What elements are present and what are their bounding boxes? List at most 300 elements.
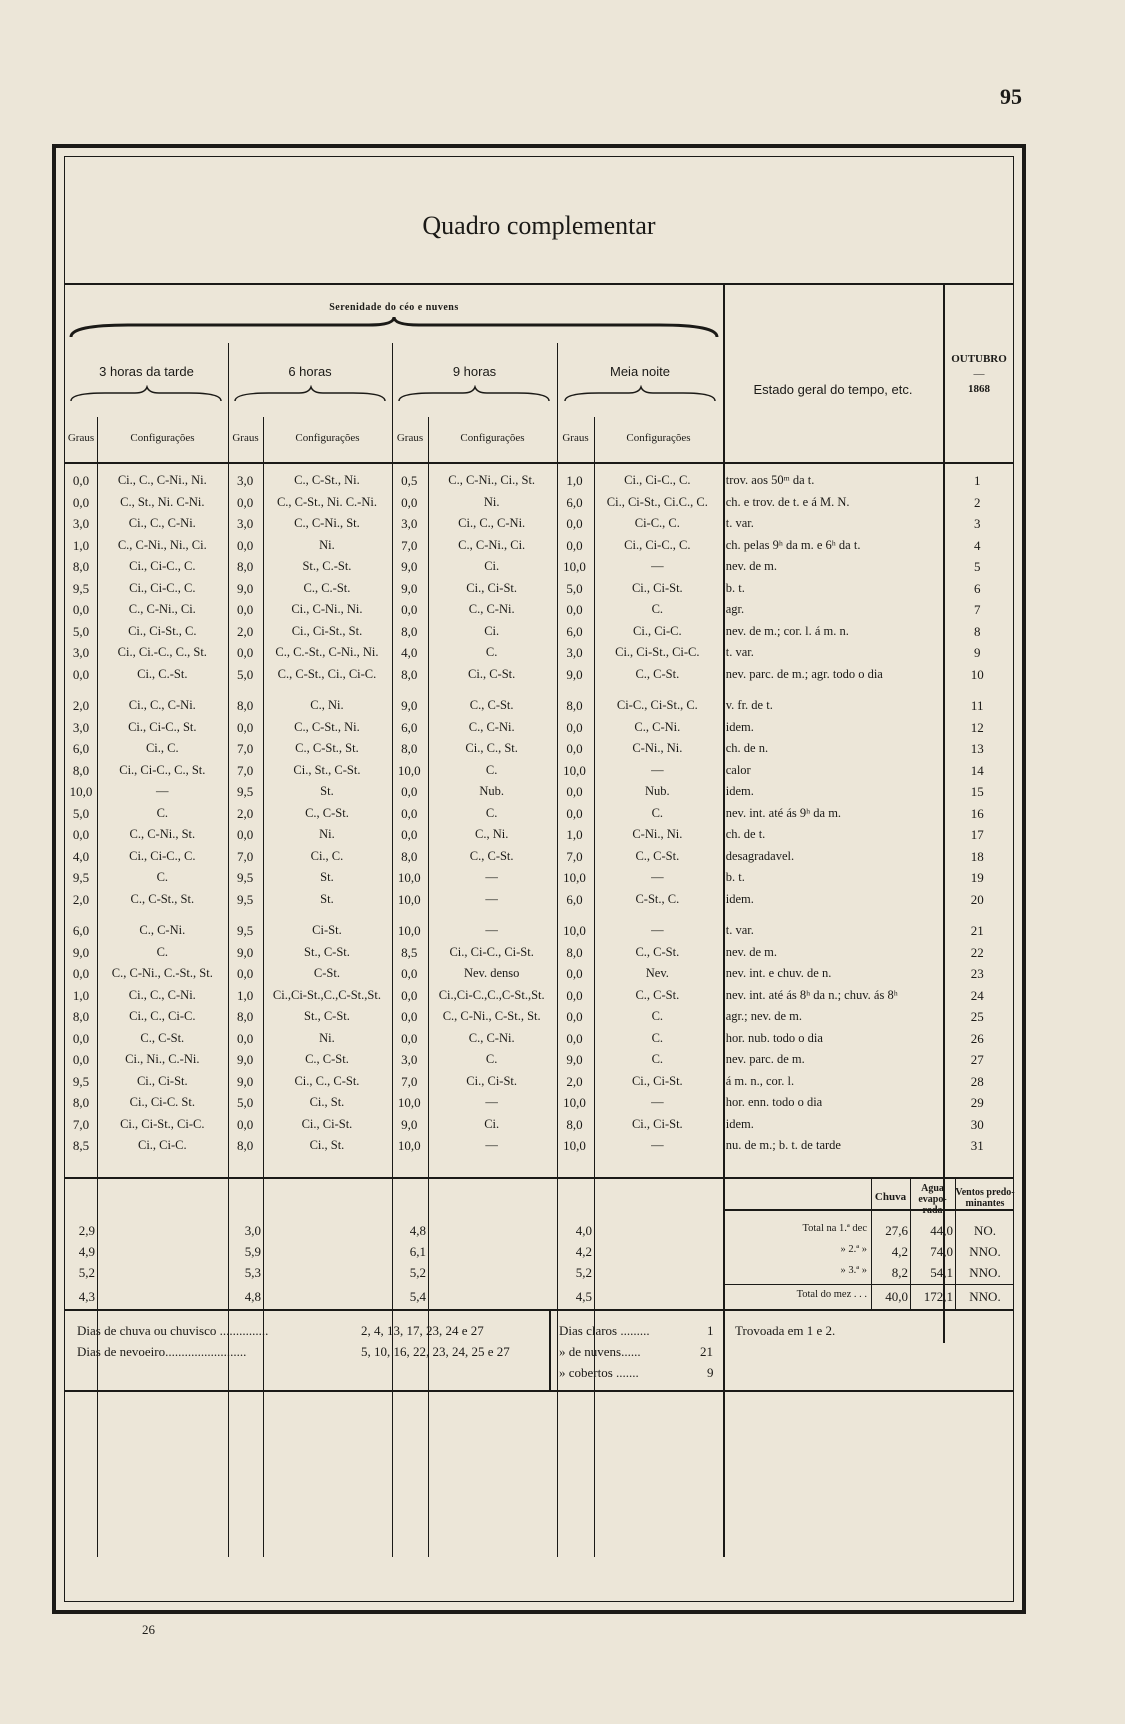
day-cell: 7 <box>973 602 981 617</box>
graus-mn: 0,0 <box>566 741 583 756</box>
summary-agua: 74,0 <box>930 1244 953 1259</box>
config-mn: C., C-St. <box>635 848 680 863</box>
observations-table <box>65 470 1013 1157</box>
graus-6h: 0,0 <box>236 645 254 660</box>
graus-3h: 3,0 <box>72 516 90 531</box>
day-cell: 10 <box>970 666 984 682</box>
config-9h: — <box>485 1095 498 1109</box>
estado-cell: ch. e trov. de t. e á M. N. <box>725 494 850 509</box>
graus-3h: 1,0 <box>72 537 90 553</box>
estado-cell: t. var. <box>725 645 754 659</box>
config-6h: C., C-St., Ni. C.-Ni. <box>276 494 377 509</box>
summary-graus-3h: 4,3 <box>78 1289 95 1304</box>
summary-ventos: NNO. <box>969 1289 1001 1304</box>
config-9h: C., C-St. <box>469 848 514 863</box>
graus-mn: 8,0 <box>566 1116 583 1132</box>
graus-3h: 8,0 <box>72 1095 90 1110</box>
estado-cell: desagradavel. <box>725 848 795 863</box>
config-9h: C., Ni. <box>474 827 509 841</box>
table-row <box>65 985 1013 1007</box>
chuva-header: Chuva <box>874 1191 907 1203</box>
config-3h: C. <box>156 805 169 820</box>
graus-mn: 0,0 <box>566 987 583 1003</box>
graus-6h: 5,0 <box>236 666 254 682</box>
graus-mn: 2,0 <box>566 1073 583 1089</box>
config-9h: C., C-Ni., Ci. <box>458 537 526 552</box>
graus-6h: 9,5 <box>236 784 254 799</box>
config-6h: C., C-St., Ci., Ci-C. <box>277 666 377 681</box>
config-3h: Ci., Ci-C., C. <box>129 848 196 863</box>
graus-3h: 0,0 <box>72 1052 90 1067</box>
config-mn: — <box>651 870 664 884</box>
graus-3h: 1,0 <box>72 987 90 1003</box>
config-mn: — <box>651 1095 664 1109</box>
table-row <box>65 1114 1013 1136</box>
estado-cell: t. var. <box>725 923 754 937</box>
table-row <box>65 556 1013 578</box>
config-3h: Ci., Ci-C., St. <box>128 719 197 734</box>
config-9h: Ci.,Ci-C.,C.,C-St.,St. <box>438 987 545 1002</box>
graus-mn: 6,0 <box>566 891 583 907</box>
config-3h: Ci., Ni., C.-Ni. <box>125 1052 200 1066</box>
config-9h: C., C-Ni., Ci., St. <box>448 473 536 487</box>
estado-cell: nev. de m.; cor. l. á m. n. <box>725 623 849 638</box>
table-row <box>65 492 1013 514</box>
summary-graus-3h: 2,9 <box>78 1223 95 1238</box>
graus-6h: 2,0 <box>236 623 254 639</box>
config-9h: C., C-Ni. <box>468 1030 515 1045</box>
graus-3h: 2,0 <box>72 698 90 713</box>
config-mn: — <box>651 559 664 573</box>
config-mn: C. <box>651 805 664 820</box>
claros-label: Dias claros ......... <box>559 1323 650 1338</box>
config-header-1: Configurações <box>130 432 195 444</box>
config-mn: — <box>651 923 664 937</box>
config-3h: Ci., C., C-Ni. <box>128 987 196 1002</box>
config-mn: Ci., Ci-St. <box>631 1116 683 1131</box>
graus-mn: 8,0 <box>566 944 583 960</box>
graus-9h: 8,0 <box>401 848 418 864</box>
config-9h: Ci., Ci-St. <box>466 580 518 595</box>
config-6h: Ci., Ci-St., St. <box>291 623 363 638</box>
summary-chuva: 4,2 <box>891 1244 908 1259</box>
graus-mn: 3,0 <box>566 645 583 660</box>
graus-mn: 1,0 <box>566 827 583 842</box>
config-9h: Ci., Ci-C., Ci-St. <box>449 944 534 959</box>
estado-cell: idem. <box>725 1116 754 1131</box>
summary-graus-9h: 4,8 <box>409 1223 426 1238</box>
summary-chuva: 40,0 <box>885 1289 908 1304</box>
config-3h: Ci., Ci-St. <box>136 1073 188 1088</box>
config-mn: Ci., Ci-St., Ci-C. <box>615 645 700 659</box>
page-number: 95 <box>1000 84 1022 109</box>
summary-graus-mn: 4,5 <box>575 1289 592 1304</box>
graus-3h: 9,0 <box>72 944 90 960</box>
table-row <box>65 535 1013 557</box>
day-cell: 26 <box>970 1030 984 1046</box>
day-cell: 6 <box>973 580 981 596</box>
graus-3h: 0,0 <box>72 827 90 842</box>
day-cell: 12 <box>970 719 984 735</box>
graus-6h: 0,0 <box>236 602 254 617</box>
config-9h: — <box>485 1138 498 1152</box>
trovoada-note: Trovoada em 1 e 2. <box>735 1323 836 1338</box>
graus-9h: 0,0 <box>401 966 418 981</box>
day-cell: 29 <box>970 1095 984 1110</box>
config-6h: Ci., St. <box>309 1095 345 1109</box>
graus-mn: 6,0 <box>566 623 583 639</box>
table-row <box>65 920 1013 942</box>
graus-9h: 3,0 <box>401 516 418 531</box>
table-row <box>65 942 1013 964</box>
day-cell: 9 <box>973 645 981 660</box>
table-row <box>65 738 1013 760</box>
day-cell: 15 <box>970 784 984 799</box>
graus-mn: 10,0 <box>563 923 586 938</box>
config-3h: Ci., Ci-C. <box>137 1138 187 1152</box>
graus-6h: 9,5 <box>236 891 254 907</box>
graus-mn: 8,0 <box>566 698 583 713</box>
estado-cell: ch. pelas 9ʰ da m. e 6ʰ da t. <box>725 537 861 552</box>
config-6h: C., C-St. <box>305 1052 349 1066</box>
config-mn: Nev. <box>645 966 669 980</box>
graus-6h: 0,0 <box>236 719 254 735</box>
table-row <box>65 1092 1013 1114</box>
config-3h: Ci., Ci-St., C. <box>128 623 197 638</box>
estado-cell: idem. <box>725 719 754 734</box>
estado-cell: ch. de t. <box>725 827 766 841</box>
table-row <box>65 867 1013 889</box>
config-header-4: Configurações <box>626 432 691 444</box>
config-mn: Ci., Ci-St. <box>631 580 683 595</box>
graus-3h: 9,5 <box>72 870 90 885</box>
graus-3h: 0,0 <box>72 666 90 682</box>
config-6h: C., C-St., Ni. <box>294 719 360 734</box>
config-9h: Ci. <box>484 1116 500 1131</box>
group-brace <box>69 315 719 341</box>
config-mn: — <box>651 1138 664 1152</box>
table-row <box>65 717 1013 739</box>
table-row <box>65 1071 1013 1093</box>
table-row <box>65 664 1013 686</box>
time-header-3h: 3 horas da tarde <box>99 364 194 379</box>
day-cell: 11 <box>970 698 984 713</box>
graus-3h: 8,0 <box>72 1009 90 1024</box>
summary-graus-6h: 5,3 <box>244 1265 261 1280</box>
graus-3h: 3,0 <box>72 645 90 660</box>
config-mn: Ci., Ci-C., C. <box>624 537 691 552</box>
estado-cell: hor. enn. todo o dia <box>725 1095 823 1109</box>
config-6h: Ci., C-Ni., Ni. <box>291 602 363 616</box>
config-9h: C. <box>485 805 498 820</box>
config-6h: St., C-St. <box>304 944 350 959</box>
graus-3h: 5,0 <box>72 805 90 821</box>
estado-cell: ch. de n. <box>725 741 769 755</box>
day-cell: 24 <box>970 987 984 1003</box>
config-mn: C. <box>651 1052 664 1066</box>
graus-mn: 7,0 <box>566 848 583 864</box>
summary-ventos: NNO. <box>969 1244 1001 1259</box>
day-cell: 25 <box>970 1009 984 1024</box>
graus-mn: 0,0 <box>566 805 583 821</box>
config-9h: — <box>485 870 498 884</box>
graus-mn: 0,0 <box>566 966 583 981</box>
estado-cell: nev. int. até ás 9ʰ da m. <box>725 805 842 820</box>
graus-3h: 5,0 <box>72 623 90 639</box>
config-3h: Ci., C.-St. <box>137 666 188 681</box>
config-mn: Ci., Ci-St., Ci.C., C. <box>606 494 708 509</box>
graus-mn: 5,0 <box>566 580 583 596</box>
config-mn: C., C-St. <box>635 944 680 959</box>
footer-divider <box>723 1309 725 1390</box>
estado-cell: hor. nub. todo o dia <box>725 1030 823 1045</box>
day-cell: 19 <box>970 870 984 885</box>
estado-cell: nu. de m.; b. t. de tarde <box>725 1138 841 1152</box>
config-3h: C. <box>156 870 169 884</box>
config-3h: C., St., Ni. C-Ni. <box>120 494 205 509</box>
config-9h: Ci., C-St. <box>468 666 516 681</box>
config-header-2: Configurações <box>295 432 360 444</box>
table-row <box>65 824 1013 846</box>
graus-9h: 7,0 <box>401 537 418 553</box>
graus-9h: 10,0 <box>397 923 421 938</box>
day-cell: 1 <box>973 473 981 488</box>
estado-cell: trov. aos 50ᵐ da t. <box>725 473 815 487</box>
day-cell: 17 <box>970 827 984 842</box>
config-3h: C., C-Ni. <box>139 923 186 937</box>
estado-cell: nev. int. até ás 8ʰ da n.; chuv. ás 8ʰ <box>725 987 898 1002</box>
agua-header: Agua evapo-rada <box>918 1183 947 1216</box>
time-header-mn: Meia noite <box>610 364 670 379</box>
config-6h: Ni. <box>319 537 335 552</box>
config-9h: Ci., C., St. <box>465 741 518 755</box>
config-3h: C., C-Ni., St. <box>129 827 196 841</box>
day-cell: 31 <box>970 1138 984 1153</box>
config-3h: Ci., C., Ci-C. <box>129 1009 196 1023</box>
graus-6h: 3,0 <box>236 516 254 531</box>
estado-cell: nev. int. e chuv. de n. <box>725 966 832 980</box>
config-3h: Ci., Ci-C. St. <box>129 1095 195 1109</box>
graus-mn: 1,0 <box>566 473 583 488</box>
claros-val: 1 <box>707 1323 714 1338</box>
day-cell: 4 <box>973 537 981 553</box>
chuva-days: 2, 4, 13, 17, 23, 24 e 27 <box>361 1323 484 1338</box>
graus-3h: 8,0 <box>72 762 90 778</box>
config-mn: — <box>651 762 664 777</box>
graus-3h: 9,5 <box>72 1073 90 1089</box>
graus-3h: 0,0 <box>72 602 90 617</box>
page-title: Quadro complementar <box>422 211 656 240</box>
config-mn: C-St., C. <box>635 891 680 906</box>
config-mn: Ci., Ci-C. <box>633 623 682 638</box>
graus-9h: 8,0 <box>401 741 418 756</box>
footer-bottom-divider <box>65 1390 1013 1392</box>
graus-3h: 2,0 <box>72 891 90 907</box>
config-3h: C., C-Ni., Ci. <box>128 602 196 616</box>
graus-9h: 8,0 <box>401 666 418 682</box>
estado-cell: agr.; nev. de m. <box>725 1009 802 1023</box>
config-6h: C., C-Ni., St. <box>294 516 360 530</box>
config-mn: C., C-St. <box>635 666 680 681</box>
config-mn: C-Ni., Ni. <box>632 741 683 755</box>
summary-row-line <box>723 1209 1013 1211</box>
graus-3h: 8,0 <box>72 559 90 574</box>
config-6h: St., C-St. <box>304 1009 350 1023</box>
config-3h: Ci., C. <box>145 741 179 755</box>
config-6h: Ni. <box>319 827 335 841</box>
config-9h: C., C-St. <box>469 698 514 712</box>
graus-6h: 0,0 <box>236 1116 254 1132</box>
config-9h: C. <box>485 1052 498 1066</box>
config-3h: C., C-Ni., Ni., Ci. <box>117 537 207 552</box>
estado-cell: agr. <box>725 602 745 616</box>
graus-6h: 7,0 <box>236 762 254 778</box>
graus-6h: 0,0 <box>236 494 254 510</box>
graus-3h: 0,0 <box>72 966 90 981</box>
config-mn: Ci-C., Ci-St., C. <box>616 698 698 712</box>
config-mn: C-Ni., Ni. <box>632 827 683 841</box>
time-braces <box>65 385 723 405</box>
summary-ventos: NNO. <box>969 1265 1001 1280</box>
graus-mn: 0,0 <box>566 719 583 735</box>
graus-9h: 3,0 <box>401 1052 418 1067</box>
day-cell: 3 <box>973 516 981 531</box>
graus-3h: 0,0 <box>72 1030 90 1046</box>
graus-6h: 9,0 <box>236 1073 254 1089</box>
table-row <box>65 642 1013 664</box>
config-mn: C. <box>651 1030 664 1045</box>
config-mn: C. <box>651 1009 664 1023</box>
config-3h: Ci., C., C-Ni. <box>128 516 196 530</box>
graus-mn: 10,0 <box>563 559 586 574</box>
graus-header-4: Graus <box>562 432 589 444</box>
estado-cell: nev. parc. de m. <box>725 1052 805 1066</box>
day-cell: 30 <box>970 1116 984 1132</box>
nevoeiro-label: Dias de nevoeiro......................... <box>77 1344 247 1359</box>
config-mn: C. <box>651 602 664 616</box>
config-9h: Ci., C., C-Ni. <box>458 516 526 530</box>
graus-6h: 0,0 <box>236 966 254 981</box>
summary-label: Total na 1.ª dec <box>802 1223 867 1234</box>
table-row <box>65 513 1013 535</box>
graus-mn: 10,0 <box>563 1095 586 1110</box>
graus-9h: 10,0 <box>397 891 421 907</box>
config-9h: C. <box>485 645 498 659</box>
config-9h: C., C-Ni. <box>468 719 515 734</box>
table-row <box>65 803 1013 825</box>
config-3h: C., C-St. <box>140 1030 185 1045</box>
footer-divider <box>549 1309 551 1390</box>
summary-graus-6h: 4,8 <box>244 1289 261 1304</box>
day-cell: 23 <box>970 966 984 981</box>
config-mn: C., C-Ni. <box>634 719 681 734</box>
summary-graus-9h: 5,4 <box>409 1289 426 1304</box>
config-6h: St. <box>320 870 334 884</box>
graus-9h: 0,0 <box>401 1009 418 1024</box>
time-header-6h: 6 horas <box>288 364 332 379</box>
day-cell: 16 <box>970 805 984 821</box>
decade-gap <box>65 910 1013 920</box>
config-3h: Ci., Ci-C., C., St. <box>119 762 206 777</box>
graus-3h: 8,5 <box>72 1138 90 1153</box>
config-6h: C-St. <box>313 966 340 980</box>
config-3h: — <box>156 784 169 798</box>
day-cell: 5 <box>973 559 981 574</box>
graus-mn: 0,0 <box>566 602 583 617</box>
summary-bottom-divider <box>65 1309 1013 1311</box>
graus-9h: 7,0 <box>401 1073 418 1089</box>
graus-9h: 9,0 <box>401 1116 418 1132</box>
table-row <box>65 578 1013 600</box>
graus-mn: 0,0 <box>566 537 583 553</box>
graus-6h: 8,0 <box>236 698 254 713</box>
year-header: 1868 <box>968 383 990 395</box>
table-row <box>65 963 1013 985</box>
config-6h: C., C.-St. <box>303 580 351 595</box>
graus-mn: 9,0 <box>566 666 583 682</box>
config-6h: Ci-St. <box>312 923 342 937</box>
day-cell: 20 <box>970 891 984 907</box>
table-row <box>65 846 1013 868</box>
table-row <box>65 781 1013 803</box>
day-cell: 27 <box>970 1052 984 1067</box>
graus-6h: 9,5 <box>236 870 254 885</box>
config-mn: Ci., Ci-C., C. <box>624 473 691 487</box>
chuva-label: Dias de chuva ou chuvisco ............... <box>77 1323 269 1338</box>
table-row <box>65 1006 1013 1028</box>
cobertos-val: 9 <box>707 1365 714 1380</box>
config-6h: St., C.-St. <box>302 559 352 573</box>
summary-graus-mn: 4,2 <box>575 1244 592 1259</box>
graus-3h: 0,0 <box>72 494 90 510</box>
graus-9h: 9,0 <box>401 559 418 574</box>
table-row <box>65 1049 1013 1071</box>
estado-cell: idem. <box>725 784 754 798</box>
summary-graus-mn: 4,0 <box>575 1223 592 1238</box>
graus-mn: 0,0 <box>566 516 583 531</box>
table-frame <box>52 144 1026 1614</box>
table-row <box>65 760 1013 782</box>
config-6h: C., C-St., St. <box>295 741 359 755</box>
config-6h: Ci., St. <box>309 1138 345 1152</box>
config-6h: C., C-St. <box>305 805 349 820</box>
config-mn: Ci., Ci-St. <box>631 1073 683 1088</box>
graus-mn: 0,0 <box>566 1030 583 1046</box>
table-row <box>65 889 1013 911</box>
config-6h: Ci., C. <box>310 848 344 863</box>
table-row <box>65 1028 1013 1050</box>
group-header: Serenidade do céo e nuvens <box>329 302 459 313</box>
graus-3h: 0,0 <box>72 473 90 488</box>
day-cell: 13 <box>970 741 984 756</box>
estado-cell: calor <box>725 762 751 777</box>
summary-graus-9h: 5,2 <box>409 1265 426 1280</box>
table-inner <box>64 156 1014 1602</box>
summary-agua: 172,1 <box>923 1289 953 1304</box>
graus-9h: 0,0 <box>401 494 418 510</box>
graus-9h: 0,0 <box>401 1030 418 1046</box>
time-header-9h: 9 horas <box>452 364 497 379</box>
graus-6h: 0,0 <box>236 537 254 553</box>
summary-total-line <box>723 1284 1013 1285</box>
config-mn: Nub. <box>645 784 670 798</box>
graus-6h: 0,0 <box>236 1030 254 1046</box>
estado-cell: idem. <box>725 891 754 906</box>
graus-mn: 0,0 <box>566 784 583 799</box>
graus-header-3: Graus <box>396 432 424 444</box>
estado-header: Estado geral do tempo, etc. <box>753 382 913 397</box>
config-9h: Ni. <box>483 494 500 509</box>
